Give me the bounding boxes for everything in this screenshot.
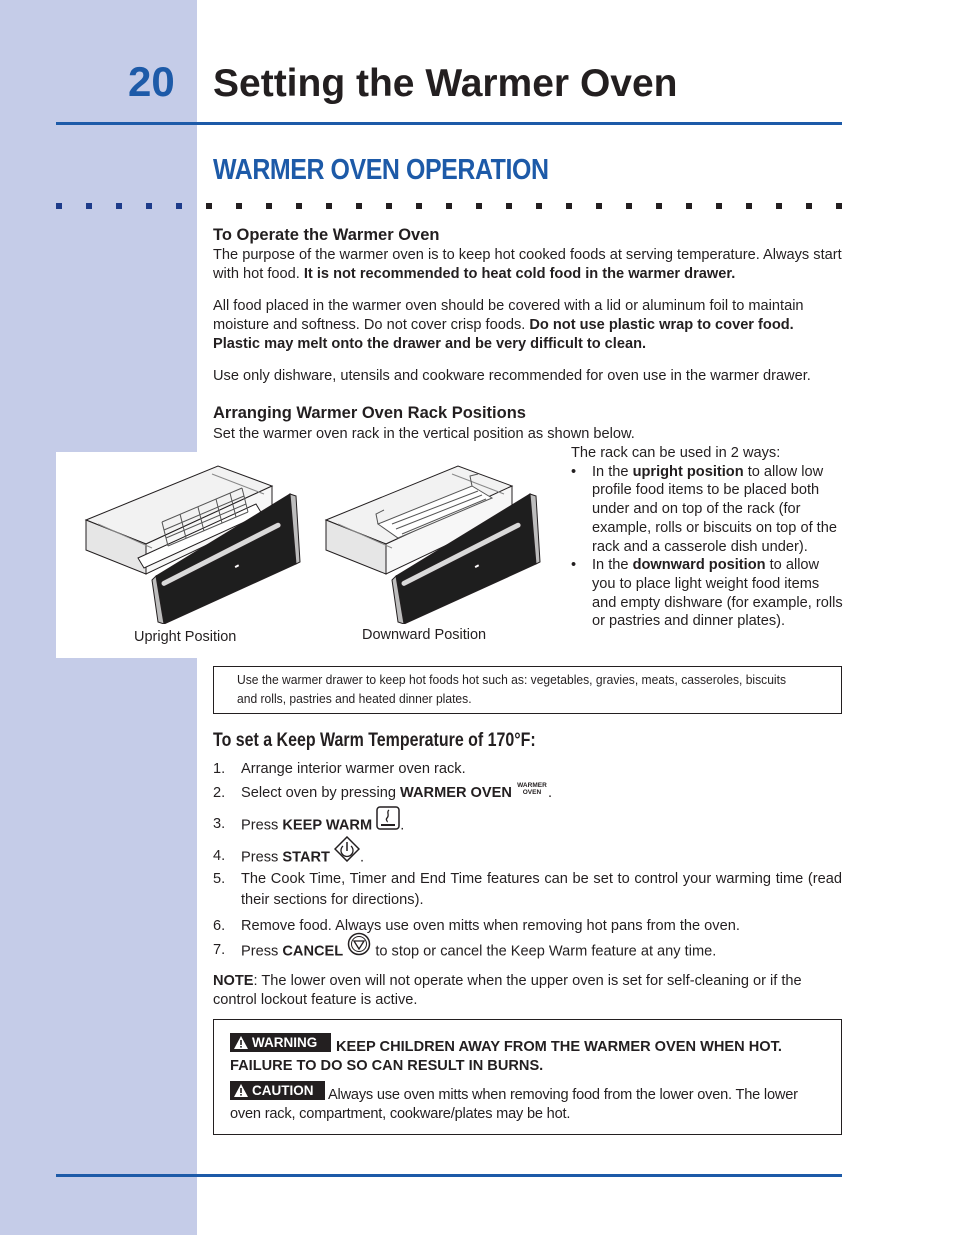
divider-dot bbox=[566, 203, 572, 209]
dotted-divider bbox=[56, 203, 846, 211]
bullet-marker: • bbox=[571, 463, 577, 480]
divider-dot bbox=[746, 203, 752, 209]
divider-dot bbox=[146, 203, 152, 209]
divider-dot bbox=[836, 203, 842, 209]
rack-bullet-downward: • In the downward position to allow you to place light weight food items and empty dishware (for example, rolls or pastries and dinner plates). bbox=[571, 557, 843, 630]
upright-drawer-image bbox=[82, 464, 328, 624]
warmer-oven-key-icon: WARMER OVEN bbox=[517, 782, 547, 796]
caption-downward: Downward Position bbox=[362, 627, 487, 643]
caption-upright: Upright Position bbox=[134, 629, 237, 645]
page-number: 20 bbox=[128, 58, 175, 105]
keep-warm-heading: To set a Keep Warm Temperature of 170°F: bbox=[213, 730, 536, 751]
divider-dot bbox=[236, 203, 242, 209]
divider-dot bbox=[176, 203, 182, 209]
caution-text: Always use oven mitts when removing food from the lower oven. The lower oven rack, compartment, cookware/plates may be hot. bbox=[230, 1087, 798, 1122]
divider-dot bbox=[56, 203, 62, 209]
divider-dot bbox=[476, 203, 482, 209]
divider-dot bbox=[296, 203, 302, 209]
divider-dot bbox=[656, 203, 662, 209]
downward-drawer-image bbox=[322, 464, 568, 624]
warning-box bbox=[213, 1019, 842, 1135]
operate-paragraph-2: All food placed in the warmer oven should be covered with a lid or aluminum foil to maintain moisture and softness. Do not cover crisp foods. Do not use plastic wrap to cover food. Plastic may melt onto the drawer and be very difficult to clean. bbox=[213, 298, 804, 352]
divider-dot bbox=[206, 203, 212, 209]
divider-dot bbox=[596, 203, 602, 209]
divider-dot bbox=[506, 203, 512, 209]
rack-bullet-upright: • In the upright position to allow low profile food items to be placed both under and on top of the rack (for example, rolls or biscuits on top of the rack and a casserole dish under). bbox=[571, 463, 837, 555]
rack-figure bbox=[56, 452, 564, 658]
rack-intro: Set the warmer oven rack in the vertical position as shown below. bbox=[213, 426, 635, 442]
operate-heading: To Operate the Warmer Oven bbox=[213, 226, 440, 244]
divider-dot bbox=[326, 203, 332, 209]
warning-text: KEEP CHILDREN AWAY FROM THE WARMER OVEN WHEN HOT. FAILURE TO DO SO CAN RESULT IN BURNS. bbox=[230, 1039, 782, 1074]
caution-badge: CAUTION bbox=[230, 1081, 325, 1100]
divider-dot bbox=[386, 203, 392, 209]
divider-dot bbox=[716, 203, 722, 209]
warning-badge: WARNING bbox=[230, 1033, 331, 1052]
section-title: WARMER OVEN OPERATION bbox=[213, 154, 549, 186]
divider-dot bbox=[86, 203, 92, 209]
divider-dot bbox=[356, 203, 362, 209]
divider-dot bbox=[806, 203, 812, 209]
divider-dot bbox=[626, 203, 632, 209]
tip-box bbox=[213, 666, 842, 714]
rack-heading: Arranging Warmer Oven Rack Positions bbox=[213, 404, 526, 422]
divider-dot bbox=[686, 203, 692, 209]
divider-dot bbox=[266, 203, 272, 209]
operate-paragraph-3: Use only dishware, utensils and cookware recommended for oven use in the warmer drawer. bbox=[213, 368, 811, 384]
bullet-marker: • bbox=[571, 557, 577, 574]
divider-dot bbox=[536, 203, 542, 209]
page-title: Setting the Warmer Oven bbox=[213, 62, 678, 105]
cancel-key-icon bbox=[347, 932, 371, 963]
operate-paragraph-1: The purpose of the warmer oven is to keep hot cooked foods at serving temperature. Always start with hot food. It is not recommended to heat cold food in the warmer drawer. bbox=[213, 247, 842, 282]
rack-usage-text bbox=[571, 444, 846, 631]
divider-dot bbox=[116, 203, 122, 209]
note: NOTE: The lower oven will not operate when the upper oven is set for self-cleaning or if the control lockout feature is active. bbox=[213, 973, 802, 1008]
divider-dot bbox=[446, 203, 452, 209]
divider-dot bbox=[776, 203, 782, 209]
divider-dot bbox=[416, 203, 422, 209]
keep-warm-key-icon bbox=[376, 806, 400, 837]
header-rule bbox=[56, 122, 842, 125]
tip-text: Use the warmer drawer to keep hot foods hot such as: vegetables, gravies, meats, casseroles, biscuits and rolls, pastries and heated dinner plates. bbox=[237, 673, 787, 706]
start-key-icon bbox=[334, 836, 360, 869]
rack-ways-intro: The rack can be used in 2 ways: bbox=[571, 445, 781, 461]
footer-rule bbox=[56, 1174, 842, 1177]
